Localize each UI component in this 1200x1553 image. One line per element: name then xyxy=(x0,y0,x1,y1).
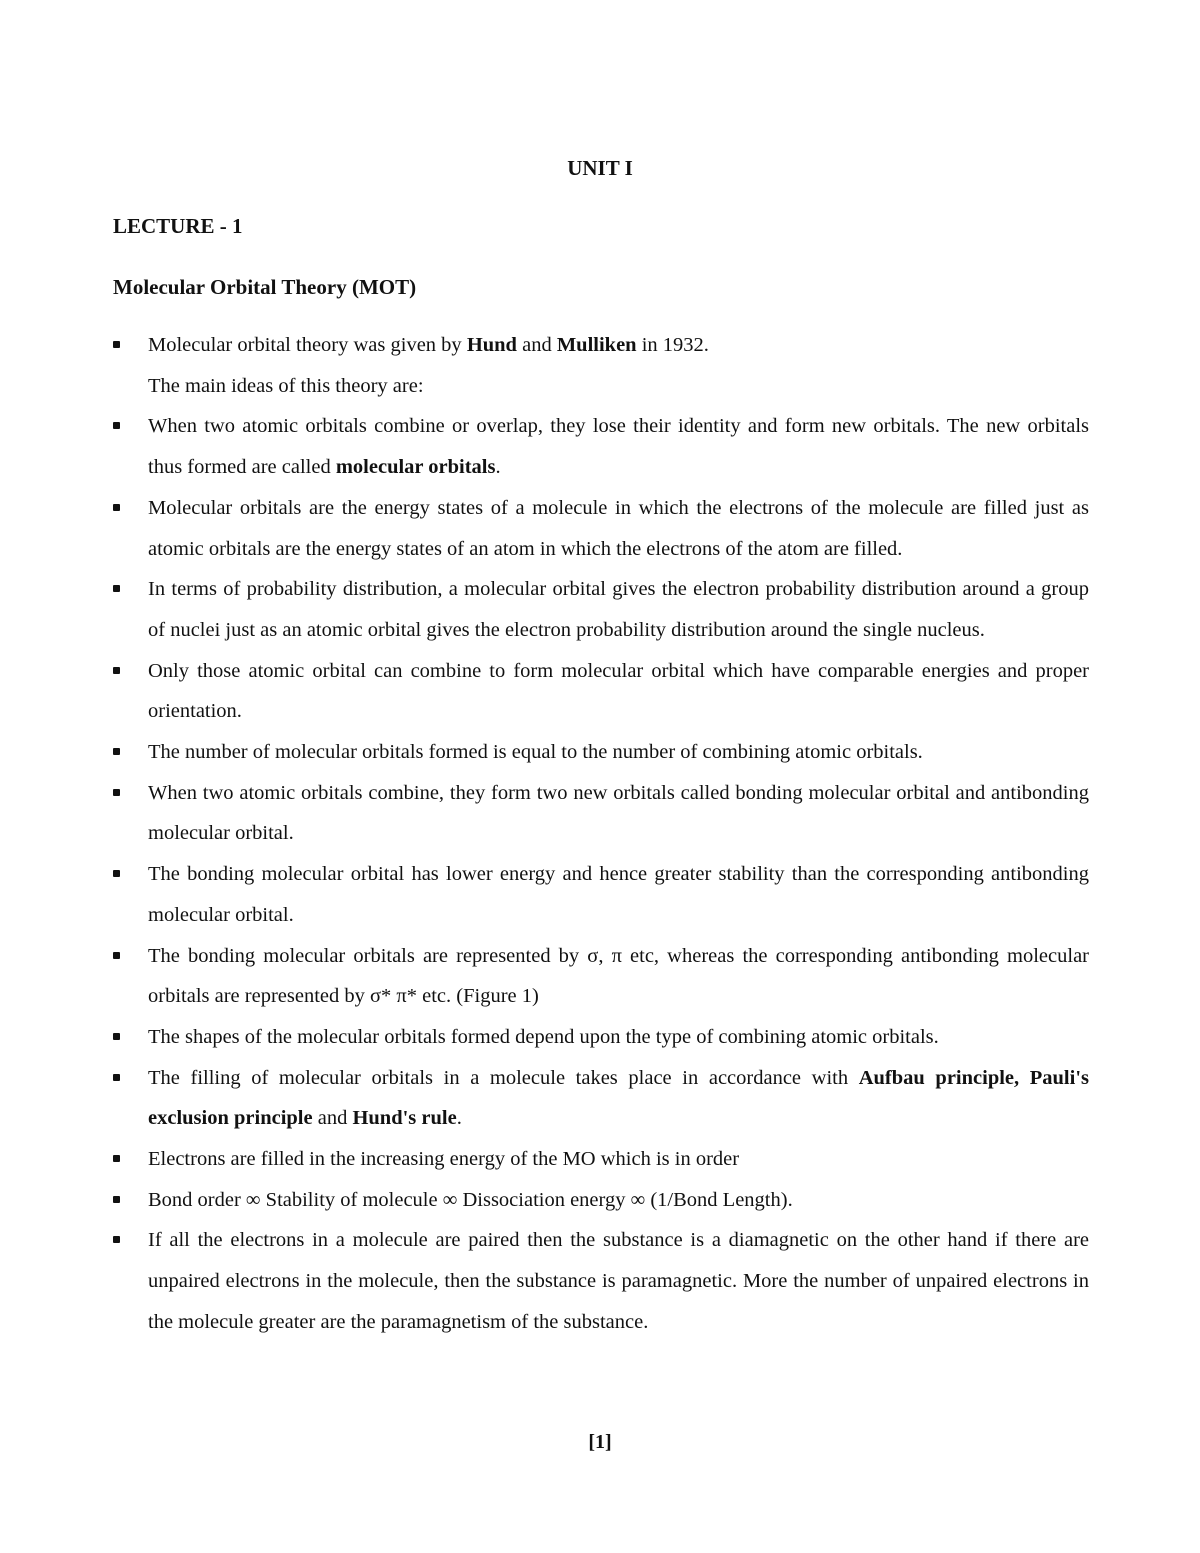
item-bold: molecular orbitals xyxy=(335,456,496,479)
item-text: The main ideas of this theory are: xyxy=(148,374,424,397)
list-item xyxy=(113,1017,1089,1058)
lecture-title: LECTURE - 1 xyxy=(113,214,243,238)
bullet-list xyxy=(113,325,1089,1343)
list-item xyxy=(113,854,1089,935)
bullet-icon xyxy=(113,1033,120,1040)
item-bold: Hund's rule xyxy=(352,1107,457,1130)
item-text: In terms of probability distribution, a molecular orbital gives the electron probability distribution around a group of nuclei just as an atomic orbital gives the electron probability distribution around the single nucleus. xyxy=(148,578,1089,641)
item-text: The shapes of the molecular orbitals formed depend upon the type of combining atomic orbitals. xyxy=(148,1025,939,1048)
item-text: Molecular orbital theory was given by xyxy=(148,334,467,356)
section-title: Molecular Orbital Theory (MOT) xyxy=(113,275,417,299)
list-item xyxy=(113,773,1089,854)
bullet-icon xyxy=(113,789,120,796)
bullet-icon xyxy=(113,585,120,592)
item-text: The bonding molecular orbital has lower energy and hence greater stability than the corresponding antibonding molecular orbital. xyxy=(148,863,1089,926)
item-bold: Aufbau principle, Pauli's exclusion principle xyxy=(148,1066,1089,1130)
list-item xyxy=(113,1220,1089,1342)
item-text: Molecular orbitals are the energy states of a molecule in which the electrons of the molecule are filled just as atomic orbitals are the energy states of an atom in which the electrons of the atom are filled. xyxy=(148,496,1089,560)
item-text: and xyxy=(312,1107,353,1130)
bullet-icon xyxy=(113,952,120,959)
bullet-icon xyxy=(113,1196,120,1203)
item-bold: Hund xyxy=(466,334,517,356)
list-item xyxy=(113,569,1089,650)
page-number: [1] xyxy=(588,1431,612,1453)
list-item xyxy=(113,325,1089,366)
item-text: Bond order ∞ Stability of molecule ∞ Dissociation energy ∞ (1/Bond Length). xyxy=(148,1188,793,1211)
item-text: Electrons are filled in the increasing energy of the MO which is in order xyxy=(148,1148,740,1171)
item-text: When two atomic orbitals combine, they form two new orbitals called bonding molecular orbital and antibonding molecular orbital. xyxy=(148,781,1089,845)
bullet-icon xyxy=(113,1236,120,1243)
item-text: in 1932. xyxy=(636,334,709,356)
bullet-icon xyxy=(113,1155,120,1162)
item-text: Only those atomic orbital can combine to form molecular orbital which have comparable energies and proper orientation. xyxy=(148,659,1089,723)
item-text: and xyxy=(516,334,557,356)
list-item xyxy=(113,936,1089,1017)
item-bold: Mulliken xyxy=(556,334,637,356)
bullet-icon xyxy=(113,422,120,429)
item-text: When two atomic orbitals combine or overlap, they lose their identity and form new orbitals. The new orbitals thus formed are called xyxy=(148,415,1089,479)
list-item xyxy=(113,488,1089,569)
list-item xyxy=(113,651,1089,732)
list-item xyxy=(113,1139,1089,1180)
bullet-icon xyxy=(113,1074,120,1081)
item-text: The number of molecular orbitals formed is equal to the number of combining atomic orbitals. xyxy=(148,741,923,764)
unit-title: UNIT I xyxy=(567,156,633,180)
bullet-icon xyxy=(113,667,120,674)
item-text: . xyxy=(495,456,501,479)
list-item xyxy=(113,732,1089,773)
list-item xyxy=(113,1058,1089,1139)
bullet-icon xyxy=(113,870,120,877)
bullet-icon xyxy=(113,748,120,755)
list-item-intro xyxy=(113,366,1089,407)
item-text: The filling of molecular orbitals in a molecule takes place in accordance with xyxy=(148,1066,859,1089)
item-text: The bonding molecular orbitals are represented by σ, π etc, whereas the corresponding antibonding molecular orbitals are represented by σ* π* etc. (Figure 1) xyxy=(148,944,1089,1008)
list-item xyxy=(113,1180,1089,1221)
list-item xyxy=(113,406,1089,487)
bullet-icon xyxy=(113,504,120,511)
item-text: If all the electrons in a molecule are paired then the substance is a diamagnetic on the other hand if there are unpaired electrons in the molecule, then the substance is paramagnetic. More the number of unpaired electrons in the molecule greater are the paramagnetism of the substance. xyxy=(148,1229,1089,1333)
bullet-icon xyxy=(113,341,120,348)
item-text: . xyxy=(456,1107,462,1130)
